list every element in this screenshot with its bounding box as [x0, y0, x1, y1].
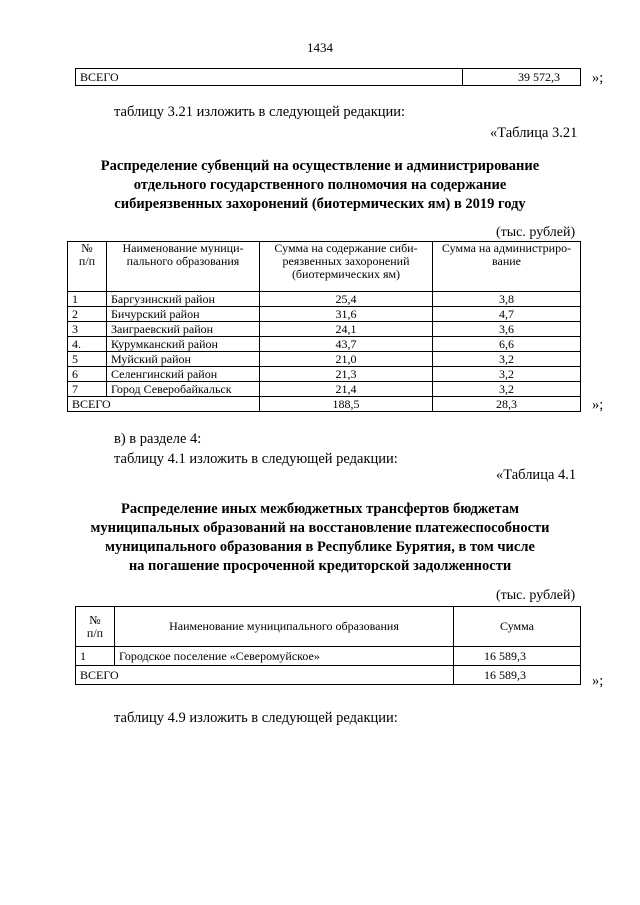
table-row: 5 Муйский район 21,0 3,2 — [68, 352, 581, 367]
header-num: № п/п — [76, 607, 115, 647]
title-line: отдельного государственного полномочия на содержание — [133, 177, 507, 193]
table-header-row — [68, 242, 581, 292]
text-41-intro: таблицу 4.1 изложить в следующей редакции: — [114, 451, 398, 467]
page-number: 1434 — [307, 40, 333, 55]
table-321-label: «Таблица 3.21 — [490, 125, 578, 141]
table-header-row — [76, 607, 581, 647]
table-row: 6 Селенгинский район 21,3 3,2 — [68, 367, 581, 382]
header-sum: Сумма — [454, 607, 581, 647]
header-num: № п/п — [68, 242, 107, 292]
text-section4: в) в разделе 4: — [114, 431, 202, 447]
table-row: 7 Город Северобайкальск 21,4 3,2 — [68, 382, 581, 397]
table-321 — [67, 241, 581, 412]
table-321-unit: (тыс. рублей) — [496, 225, 576, 240]
table-total-row: ВСЕГО 16 589,3 — [76, 666, 581, 685]
title-line: сибиреязвенных захоронений (биотермических ям) в 2019 году — [114, 196, 526, 212]
closing-mark-2: »; — [592, 397, 604, 413]
title-line: Распределение иных межбюджетных трансфертов бюджетам — [121, 501, 519, 517]
table-41-unit: (тыс. рублей) — [496, 588, 576, 603]
header-sum-content: Сумма на содержание сиби- реязвенных захоронений (биотермических ям) — [260, 242, 433, 292]
table-row: 3 Заиграевский район 24,1 3,6 — [68, 322, 581, 337]
title-line: муниципальных образований на восстановление платежеспособности — [90, 520, 550, 536]
closing-mark-3: »; — [592, 673, 604, 689]
text-49-intro: таблицу 4.9 изложить в следующей редакции: — [114, 710, 398, 726]
table-row: 1 Баргузинский район 25,4 3,8 — [68, 292, 581, 307]
table-321-title — [60, 157, 580, 214]
header-sum-admin: Сумма на администриро- вание — [433, 242, 581, 292]
text-321-intro: таблицу 3.21 изложить в следующей редакции: — [114, 104, 406, 120]
title-line: на погашение просроченной кредиторской задолженности — [128, 558, 512, 574]
title-line: муниципального образования в Республике Бурятия, в том числе — [105, 539, 535, 555]
table-row: 1 Городское поселение «Северомуйское» 16 589,3 — [76, 647, 581, 666]
table-41-label: «Таблица 4.1 — [496, 467, 577, 483]
top-total-table — [75, 68, 581, 86]
header-name: Наименование муници- пального образования — [107, 242, 260, 292]
table-row: 2 Бичурский район 31,6 4,7 — [68, 307, 581, 322]
closing-mark-1: »; — [592, 70, 604, 86]
table-41 — [75, 606, 581, 685]
table-41-title — [60, 500, 580, 576]
top-total-label: ВСЕГО — [76, 69, 463, 86]
top-total-value: 39 572,3 — [463, 69, 581, 86]
title-line: Распределение субвенций на осуществление и администрирование — [100, 158, 540, 174]
table-total-row: ВСЕГО 188,5 28,3 — [68, 397, 581, 412]
table-row: 4. Курумканский район 43,7 6,6 — [68, 337, 581, 352]
header-name: Наименование муниципального образования — [115, 607, 454, 647]
